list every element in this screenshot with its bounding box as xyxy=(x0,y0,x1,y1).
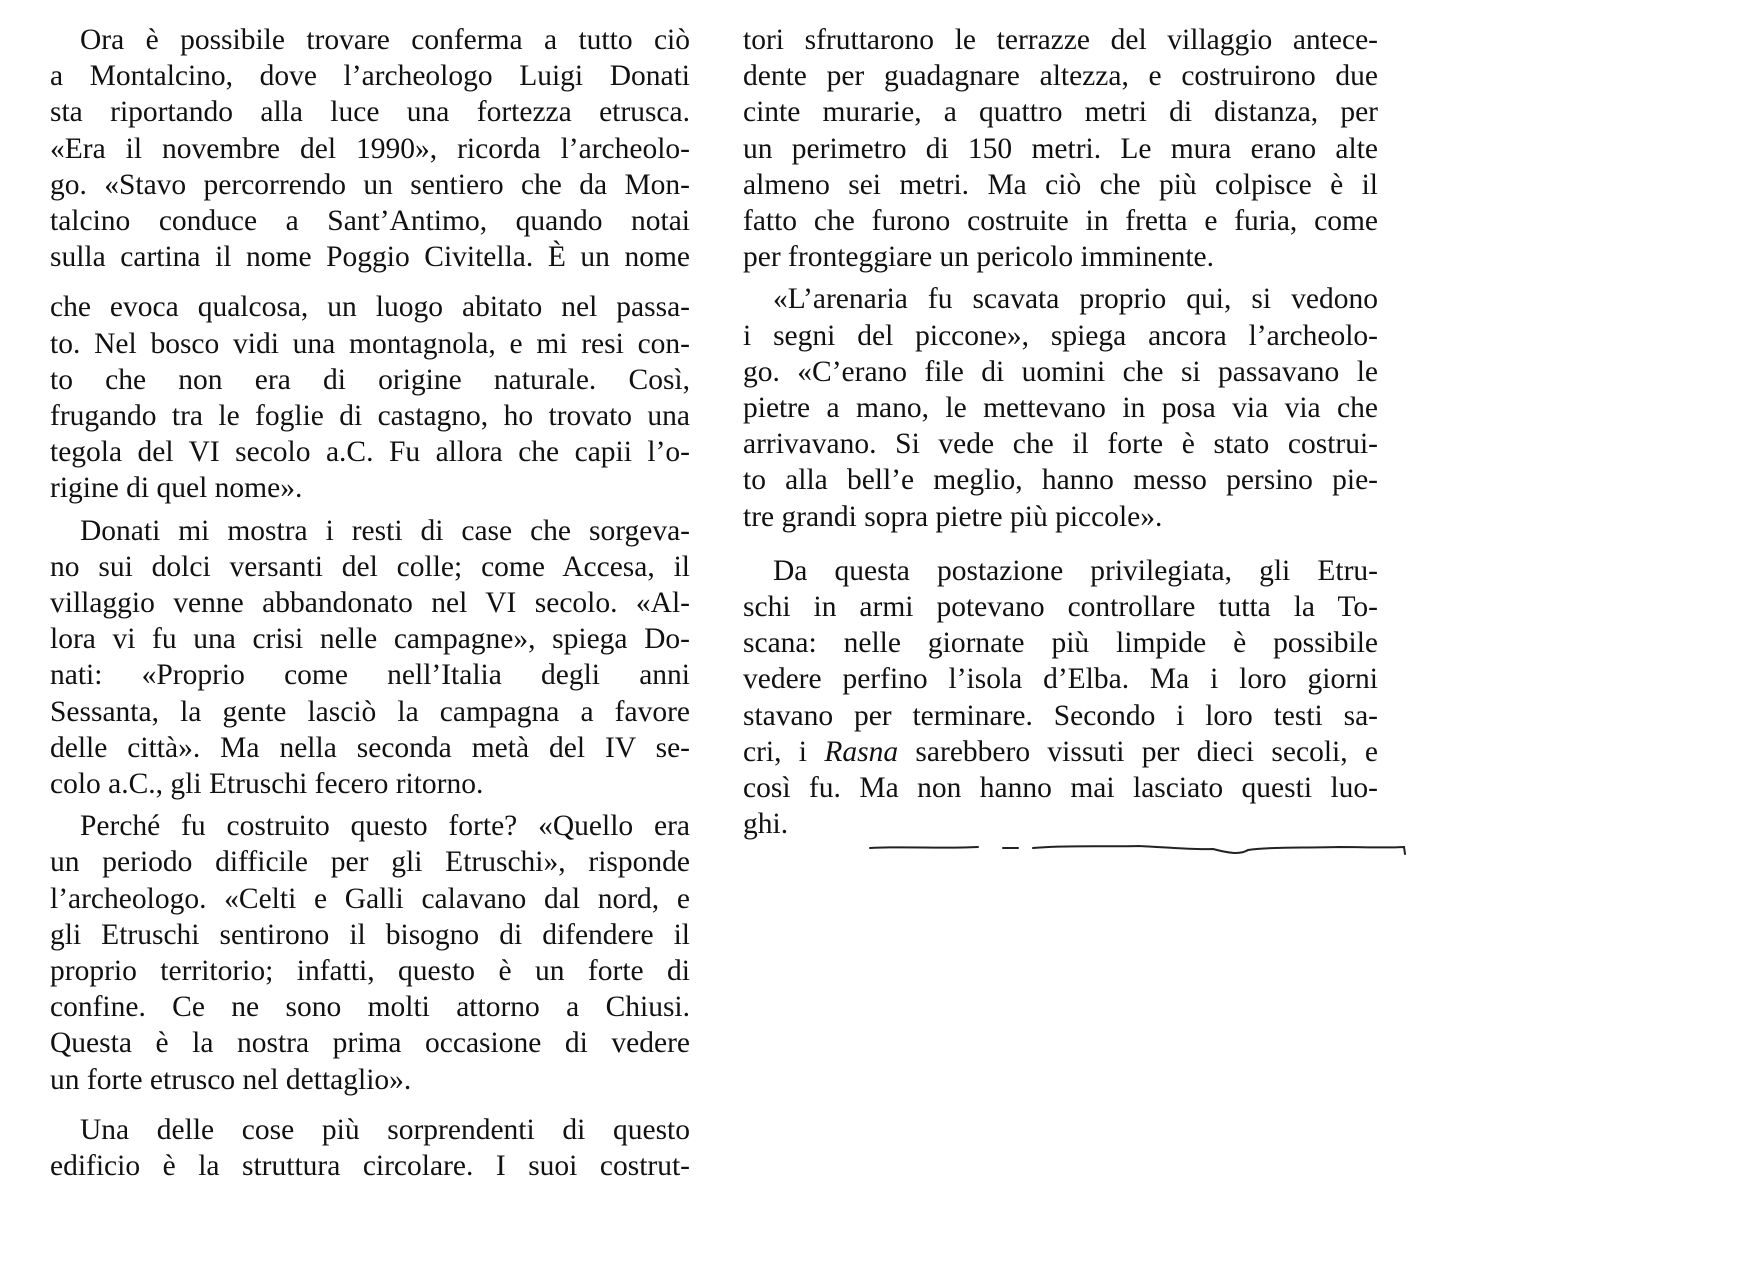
text-fragment: cri, i xyxy=(743,735,825,768)
text-line: Questa è la nostra prima occasione di vedere xyxy=(50,1027,690,1060)
text-line: confine. Ce ne sono molti attorno a Chiusi. xyxy=(50,991,690,1024)
text-line: Donati mi mostra i resti di case che sorgeva- xyxy=(80,514,690,547)
paragraph-forte xyxy=(50,808,690,1098)
text-line: arrivavano. Si vede che il forte è stato costrui- xyxy=(743,428,1378,461)
text-line: no sui dolci versanti del colle; come Accesa, il xyxy=(50,550,690,583)
text-line: Ora è possibile trovare conferma a tutto ciò xyxy=(80,24,690,56)
text-line: Sessanta, la gente lasciò la campagna a favore xyxy=(50,695,690,728)
text-line: frugando tra le foglie di castagno, ho trovato una xyxy=(50,400,690,433)
text-line: almeno sei metri. Ma ciò che più colpisce è il xyxy=(743,168,1378,201)
text-line: rigine di quel nome». xyxy=(50,472,303,505)
text-line: delle città». Ma nella seconda metà del IV se- xyxy=(50,731,690,764)
text-line: che evoca qualcosa, un luogo abitato nel passa- xyxy=(50,291,690,324)
text-line: edificio è la struttura circolare. I suoi costrut- xyxy=(50,1150,690,1183)
text-line: schi in armi potevano controllare tutta la To- xyxy=(743,591,1378,624)
text-line: villaggio venne abbandonato nel VI secolo. «Al- xyxy=(50,587,690,620)
text-line: «Era il novembre del 1990», ricorda l’archeolo- xyxy=(50,132,690,165)
text-line: ghi. xyxy=(743,808,789,841)
text-line: tori sfruttarono le terrazze del villaggio antece- xyxy=(743,24,1378,56)
paragraph-arenaria xyxy=(743,281,1378,534)
text-line: to alla bell’e meglio, hanno messo persino pie- xyxy=(743,464,1378,497)
text-line: per fronteggiare un pericolo imminente. xyxy=(743,241,1215,274)
italic-term-rasna: Rasna xyxy=(824,735,899,768)
text-line: Da questa postazione privilegiata, gli Etru- xyxy=(773,554,1378,587)
paragraph-postazione xyxy=(743,553,1378,843)
text-line: Perché fu costruito questo forte? «Quello era xyxy=(80,810,690,843)
text-line: un forte etrusco nel dettaglio». xyxy=(50,1063,412,1096)
text-line: l’archeologo. «Celti e Galli calavano dal nord, e xyxy=(50,882,690,915)
text-line: a Montalcino, dove l’archeologo Luigi Donati xyxy=(50,60,690,93)
paragraph-montalcino xyxy=(50,22,690,275)
text-line: un perimetro di 150 metri. Le mura erano alte xyxy=(743,132,1378,165)
paragraph-struttura-continued xyxy=(743,22,1378,275)
text-line: tre grandi sopra pietre più piccole». xyxy=(743,500,1163,533)
text-line: to che non era di origine naturale. Così, xyxy=(50,363,690,396)
text-line: lora vi fu una crisi nelle campagne», spiega Do- xyxy=(50,623,690,656)
text-line: «L’arenaria fu scavata proprio qui, si vedono xyxy=(773,283,1378,316)
text-line: pietre a mano, le mettevano in posa via via che xyxy=(743,392,1378,425)
text-line: Una delle cose più sorprendenti di questo xyxy=(80,1113,690,1146)
text-line: to. Nel bosco vidi una montagnola, e mi resi con- xyxy=(50,327,690,360)
text-line: così fu. Ma non hanno mai lasciato questi luo- xyxy=(743,772,1378,805)
right-column xyxy=(743,22,1378,842)
left-column xyxy=(50,22,690,1184)
text-line: nati: «Proprio come nell’Italia degli anni xyxy=(50,659,690,692)
text-line: proprio territorio; infatti, questo è un forte di xyxy=(50,955,690,988)
text-line: vedere perfino l’isola d’Elba. Ma i loro giorni xyxy=(743,663,1378,696)
text-line: stavano per terminare. Secondo i loro testi sa- xyxy=(743,699,1378,732)
text-line: sulla cartina il nome Poggio Civitella. È un nome xyxy=(50,241,690,274)
text-line: talcino conduce a Sant’Antimo, quando notai xyxy=(50,205,690,238)
text-line: tegola del VI secolo a.C. Fu allora che capii l’o- xyxy=(50,436,690,469)
text-line: i segni del piccone», spiega ancora l’archeolo- xyxy=(743,319,1378,352)
text-line: un periodo difficile per gli Etruschi», risponde xyxy=(50,846,690,879)
text-line: cinte murarie, a quattro metri di distanza, per xyxy=(743,96,1378,129)
text-line: colo a.C., gli Etruschi fecero ritorno. xyxy=(50,768,484,801)
paragraph-montalcino-continued xyxy=(50,289,690,506)
text-line: go. «C’erano file di uomini che si passavano le xyxy=(743,355,1378,388)
text-line-rasna xyxy=(743,734,1378,770)
text-line: scana: nelle giornate più limpide è possibile xyxy=(743,627,1378,660)
text-fragment: sarebbero vissuti per dieci secoli, e xyxy=(898,735,1379,768)
text-line: fatto che furono costruite in fretta e furia, come xyxy=(743,205,1378,238)
text-line: go. «Stavo percorrendo un sentiero che da Mon- xyxy=(50,168,690,201)
text-line: gli Etruschi sentirono il bisogno di difendere il xyxy=(50,918,690,951)
text-line: dente per guadagnare altezza, e costruirono due xyxy=(743,60,1378,93)
text-line: sta riportando alla luce una fortezza etrusca. xyxy=(50,96,690,129)
paragraph-struttura xyxy=(50,1112,690,1184)
paragraph-donati xyxy=(50,513,690,803)
